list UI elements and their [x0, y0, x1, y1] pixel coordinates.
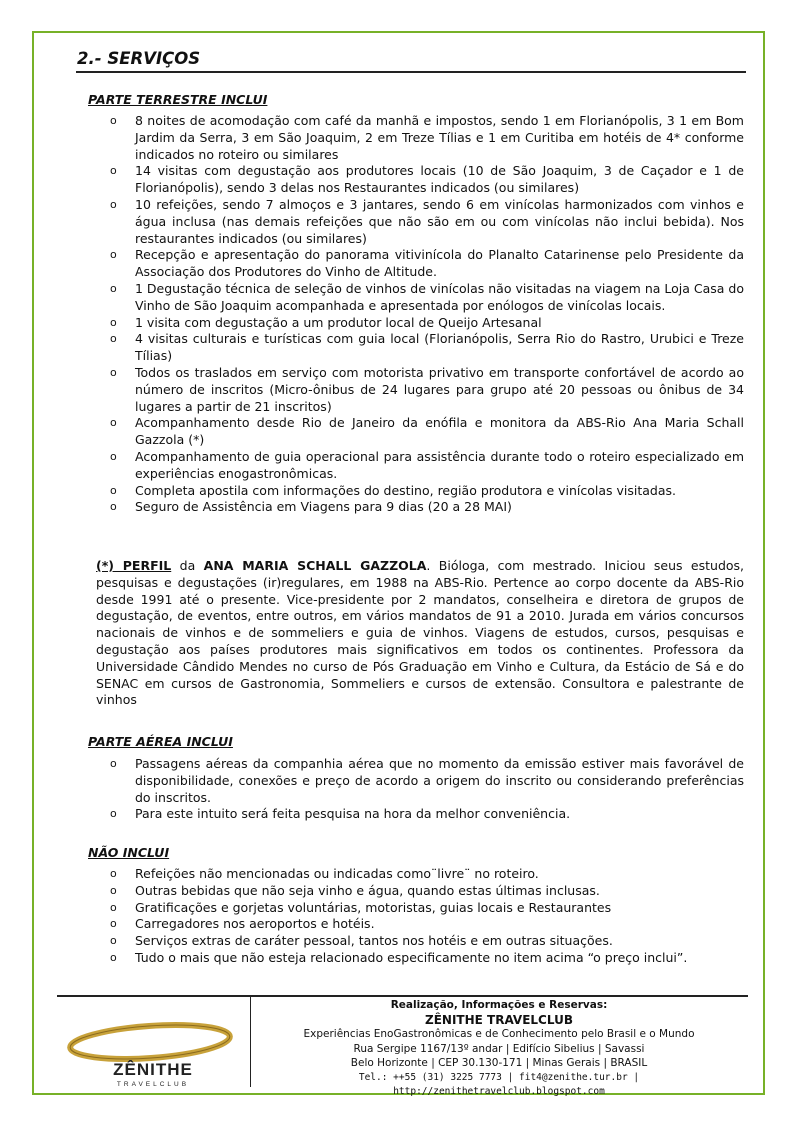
list-item: o 1 Degustação técnica de seleção de vinhos de vinícolas não visitadas na viagem na Loja Casa do Vinho de São Joaquim acompanhada e apresentada por enólogos de vinícolas locais.: [110, 281, 744, 315]
list-item: o Completa apostila com informações do destino, região produtora e vinícolas visitadas.: [110, 483, 744, 500]
footer-address-1: Rua Sergipe 1167/13º andar | Edifício Sibelius | Savassi: [353, 1042, 645, 1055]
list-item: o Acompanhamento de guia operacional para assistência durante todo o roteiro especializado em experiências enogastronômicas.: [110, 449, 744, 483]
nao-inclui-list: [110, 866, 744, 967]
list-item: o Passagens aéreas da companhia aérea que no momento da emissão estiver mais favorável de disponibilidade, conexões e preço de acordo a origem do inscrito ou considerando preferências do inscritos.: [110, 756, 744, 806]
list-item: o Tudo o mais que não esteja relacionado especificamente no item acima “o preço inclui”.: [110, 950, 744, 967]
section-title-nao-inclui: NÃO INCLUI: [88, 845, 170, 860]
profile-paragraph: [96, 558, 744, 709]
profile-da: da: [171, 558, 204, 573]
footer-info: [252, 998, 746, 1100]
logo-wordmark: ZÊNITHE: [113, 1060, 193, 1079]
list-item: o Seguro de Assistência em Viagens para 9 dias (20 a 28 MAI): [110, 499, 744, 516]
profile-text: . Bióloga, com mestrado. Iniciou seus estudos, pesquisas e degustações (ir)regulares, em 1988 na ABS-Rio. Pertence ao corpo docente da ABS-Rio desde 1991 até o presente. Vice-presidente por 2 mandatos, conselheira e diretora de grupos de degustação, de eventos, entre outros, em vários mandatos de 91 a 2010. Jurada em vários concursos nacionais de vinhos e de sommeliers e guia de vinhos. Viagens de estudos, cursos, pesquisas e degustação aos países produtores mais significativos em todos os continentes. Professora da Universidade Cândido Mendes no curso de Pós Graduação em Vinho e Cultura, da Estácio de Sá e do SENAC em cursos de Gastronomia, Sommeliers e cursos de extensão. Consultora e palestrante de vinhos: [96, 558, 745, 708]
footer-vertical-divider: [250, 996, 251, 1087]
list-item: o Serviços extras de caráter pessoal, tantos nos hotéis e em outras situações.: [110, 933, 744, 950]
footer-address-2: Belo Horizonte | CEP 30.130-171 | Minas Gerais | BRASIL: [350, 1057, 648, 1069]
title-underline: [76, 71, 746, 73]
profile-marker: (*) PERFIL: [96, 558, 172, 573]
footer-divider: [57, 995, 748, 997]
page-title: 2.- SERVIÇOS: [77, 49, 201, 68]
list-item: o Para este intuito será feita pesquisa na hora da melhor conveniência.: [110, 806, 744, 823]
section-title-aerea: PARTE AÉREA INCLUI: [88, 734, 233, 749]
list-item: o Recepção e apresentação do panorama vitivinícola do Planalto Catarinense pelo Presidente da Associação dos Produtores do Vinho de Altitude.: [110, 247, 744, 281]
list-item: o Refeições não mencionadas ou indicadas como¨livre¨ no roteiro.: [110, 866, 744, 883]
list-item: o Outras bebidas que não seja vinho e água, quando estas últimas inclusas.: [110, 883, 744, 900]
list-item: o 8 noites de acomodação com café da manhã e impostos, sendo 1 em Florianópolis, 3 1 em Bom Jardim da Serra, 3 em São Joaquim, 2 em Treze Tílias e 1 em Curitiba em hotéis de 4* conforme indicados no roteiro ou similares: [110, 113, 744, 163]
terrestre-list: [110, 113, 744, 516]
list-item: o 1 visita com degustação a um produtor local de Queijo Artesanal: [110, 315, 744, 332]
section-title-terrestre: PARTE TERRESTRE INCLUI: [88, 92, 268, 107]
footer-brand: ZÊNITHE TRAVELCLUB: [425, 1012, 573, 1027]
list-item: o 10 refeições, sendo 7 almoços e 3 jantares, sendo 6 em vinícolas harmonizados com vinhos e água inclusa (nas demais refeições que não são em ou com vinícolas não inclui bebida). Nos restaurantes indicados (ou similares): [110, 197, 744, 247]
footer-heading: Realização, Informações e Reservas:: [390, 999, 608, 1011]
list-item: o Gratificações e gorjetas voluntárias, motoristas, guias locais e Restaurantes: [110, 900, 744, 917]
list-item: o Carregadores nos aeroportos e hotéis.: [110, 916, 744, 933]
footer-contact: Tel.: ++55 (31) 3225 7773 | fit4@zenithe.tur.br | http://zenithetravelclub.blogspot.com: [358, 1071, 640, 1097]
aerea-list: [110, 756, 744, 823]
list-item: o Todos os traslados em serviço com motorista privativo em transporte confortável de acordo ao número de inscritos (Micro-ônibus de 24 lugares para grupo até 20 pessoas ou ônibus de 34 lugares a partir de 21 inscritos): [110, 365, 744, 415]
profile-name: ANA MARIA SCHALL GAZZOLA: [203, 558, 427, 573]
list-item: o Acompanhamento desde Rio de Janeiro da enófila e monitora da ABS-Rio Ana Maria Schall Gazzola (*): [110, 415, 744, 449]
list-item: o 14 visitas com degustação aos produtores locais (10 de São Joaquim, 3 de Caçador e 1 de Florianópolis), sendo 3 delas nos Restaurantes indicados (ou similares): [110, 163, 744, 197]
zenithe-logo: [58, 1002, 248, 1090]
list-item: o 4 visitas culturais e turísticas com guia local (Florianópolis, Serra Rio do Rastro, Urubici e Treze Tílias): [110, 331, 744, 365]
footer-tagline: Experiências EnoGastronômicas e de Conhecimento pelo Brasil e o Mundo: [303, 1028, 695, 1040]
logo-subtitle: TRAVELCLUB: [116, 1081, 190, 1088]
